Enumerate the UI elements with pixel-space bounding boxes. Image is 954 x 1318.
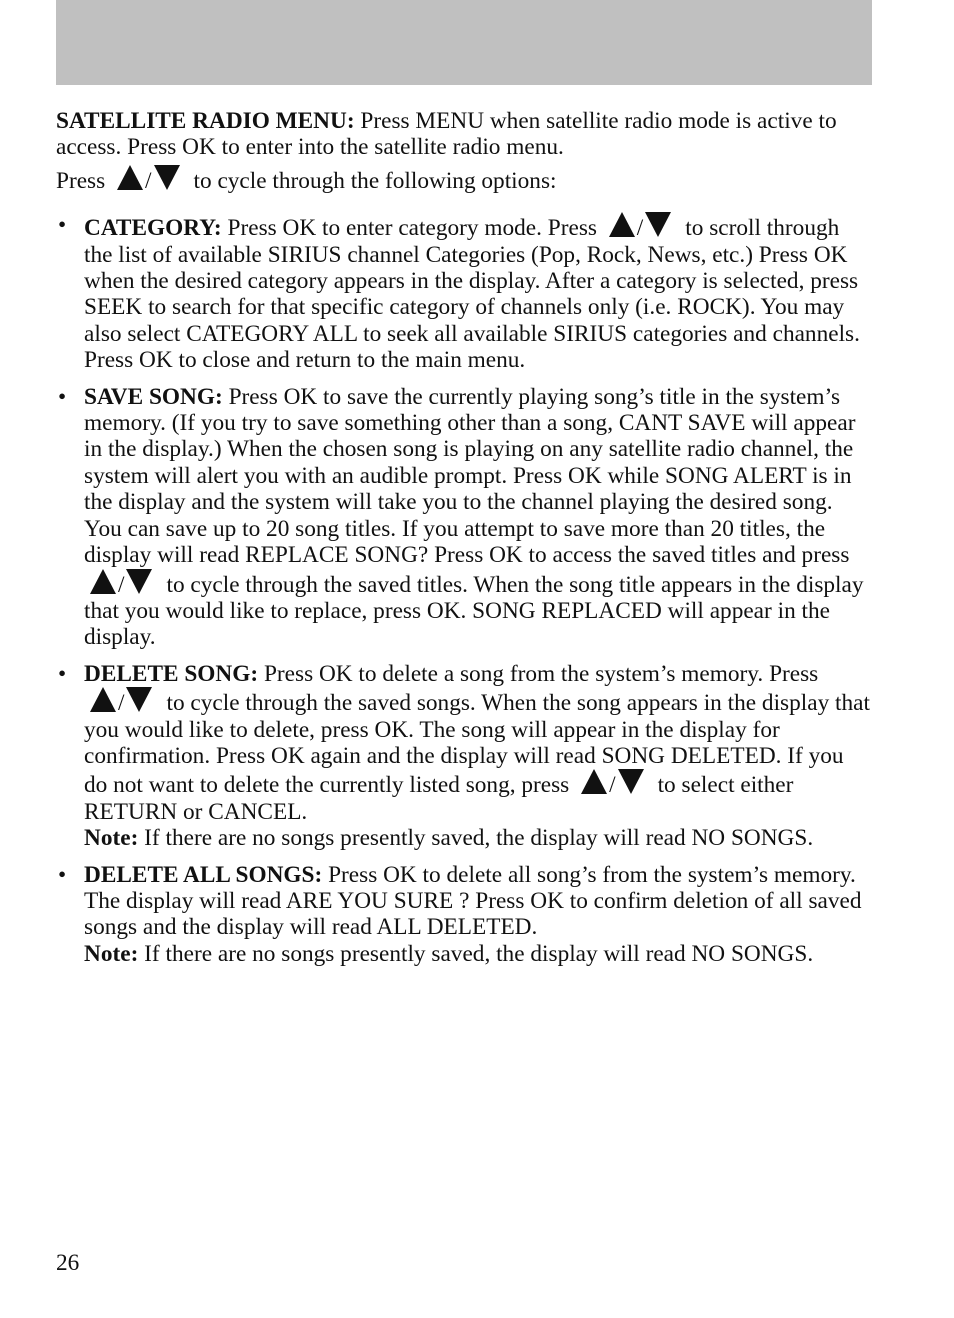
list-item-save-song [56, 384, 872, 651]
arrow-separator: / [118, 571, 125, 598]
delete-all-songs-text: Press OK to delete all song’s from the system’s memory. The display will read ARE YOU SURE ? Press OK to confirm deletion of all saved songs and the display will read ALL DELETED. [84, 861, 862, 941]
note-label: Note: [84, 940, 139, 967]
down-arrow-icon [154, 165, 180, 190]
page-content [56, 108, 872, 977]
arrow-separator: / [636, 215, 644, 242]
save-song-text-b: to cycle through the saved titles. When the song title appears in the display that you would like to replace, press OK. SONG REPLACED will appear in the display. [84, 571, 864, 651]
category-text-b: to scroll through the list of available SIRIUS channel Categories (Pop, Rock, News, etc.) Press OK when the desired category appears in the display. After a category is selected, press SEEK to search for that specific category of channels only (i.e. ROCK). You may also select CATEGORY ALL to seek all available SIRIUS categories and channels. Press OK to close and return to the main menu. [84, 215, 860, 374]
arrow-separator: / [145, 167, 152, 194]
category-text-a: Press OK to enter category mode. Press [221, 215, 603, 242]
list-item-delete-all-songs [56, 862, 872, 968]
intro-press-prefix: Press [56, 167, 112, 194]
note-label: Note: [84, 825, 139, 852]
header-band [56, 0, 872, 85]
intro-press-suffix: to cycle through the following options: [193, 167, 557, 194]
delete-song-text-a: Press OK to delete a song from the system’s memory. Press [258, 660, 819, 687]
down-arrow-icon [126, 569, 152, 594]
intro-paragraph [56, 108, 872, 161]
delete-song-text-c: to select either RETURN or CANCEL. [84, 772, 794, 825]
up-arrow-icon [581, 769, 607, 794]
down-arrow-icon [126, 687, 152, 712]
delete-song-heading: DELETE SONG: [84, 660, 259, 687]
up-arrow-icon [609, 212, 635, 237]
list-item-category [56, 212, 872, 373]
category-heading: CATEGORY: [84, 215, 222, 242]
list-item-delete-song [56, 661, 872, 852]
note-text: If there are no songs presently saved, the display will read NO SONGS. [138, 940, 814, 967]
intro-heading: SATELLITE RADIO MENU: [56, 108, 355, 134]
delete-all-songs-note [84, 941, 872, 967]
save-song-text-a: Press OK to save the currently playing song’s title in the system’s memory. (If you try to save something other than a song, CANT SAVE will appear in the display.) When the chosen song is playing on any satellite radio channel, the system will alert you with an audible prompt. Press OK while SONG ALERT is in the display and the system will take you to the channel playing the desired song. You can save up to 20 song titles. If you attempt to save more than 20 titles, the display will read REPLACE SONG? Press OK to access the saved titles and press [84, 383, 856, 569]
arrow-separator: / [609, 772, 616, 799]
intro-text: Press MENU when satellite radio mode is active to access. Press OK to enter into the satellite radio menu. [56, 108, 837, 161]
down-arrow-icon [618, 769, 644, 794]
arrow-separator: / [118, 690, 125, 717]
delete-song-note [84, 825, 872, 851]
page-number: 26 [56, 1250, 80, 1276]
down-arrow-icon [645, 212, 671, 237]
delete-all-songs-heading: DELETE ALL SONGS: [84, 861, 323, 888]
up-arrow-icon [90, 687, 116, 712]
intro-press-line [56, 165, 872, 194]
options-list [56, 212, 872, 967]
up-arrow-icon [117, 165, 143, 190]
note-text: If there are no songs presently saved, the display will read NO SONGS. [138, 825, 814, 852]
delete-song-text-b: to cycle through the saved songs. When the song appears in the display that you would like to delete, press OK. The song will appear in the display for confirmation. Press OK again and the display will read SONG DELETED. If you do not want to delete the currently listed song, press [84, 690, 870, 799]
save-song-heading: SAVE SONG: [84, 383, 223, 410]
up-arrow-icon [90, 569, 116, 594]
